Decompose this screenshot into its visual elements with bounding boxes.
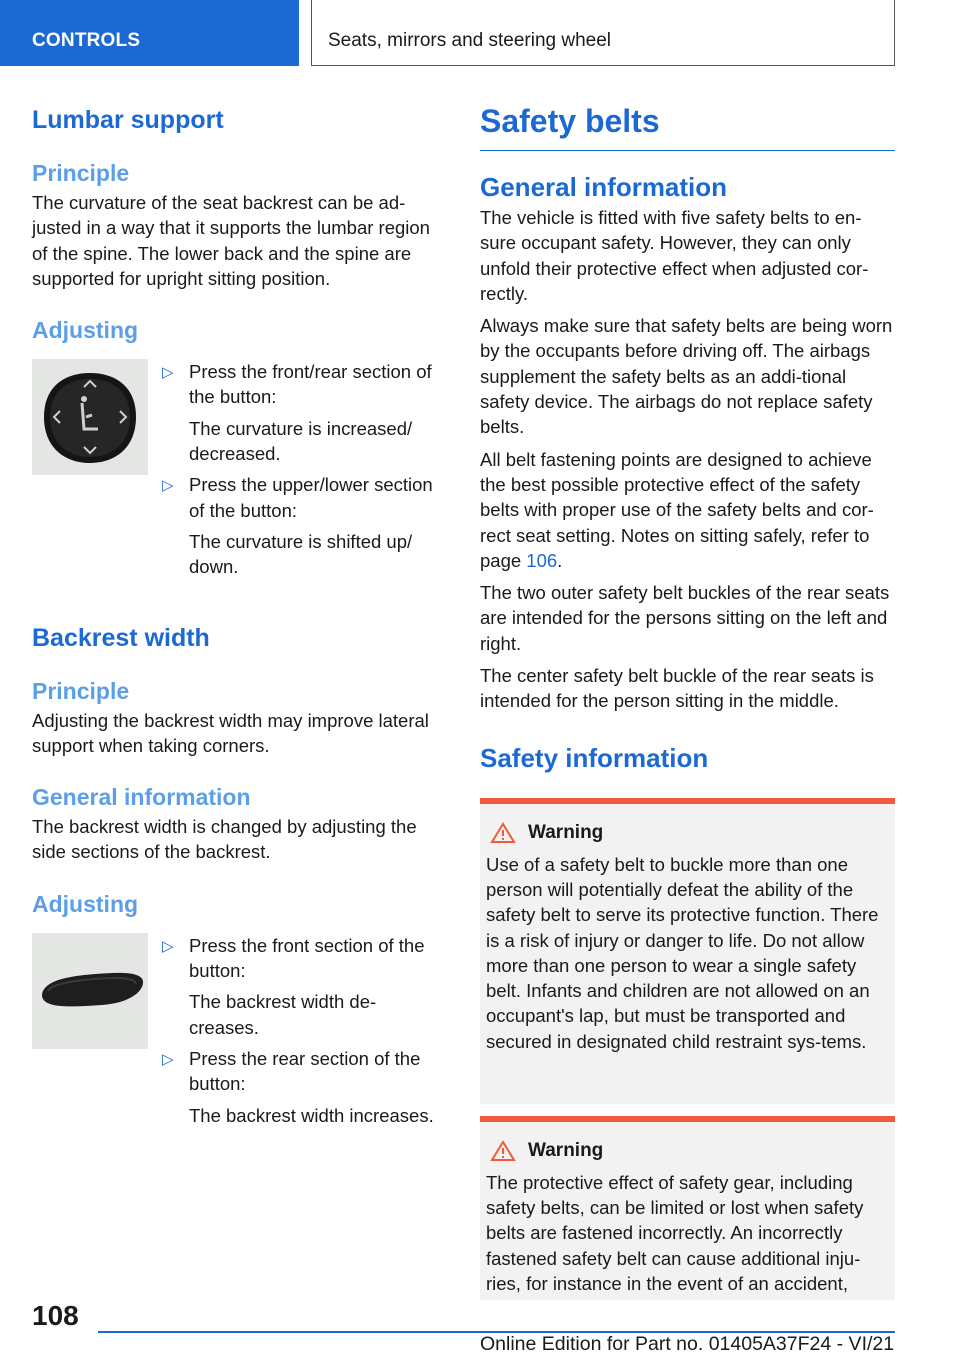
general-paragraph: The center safety belt buckle of the rear seats is intended for the person sitting in the middle. [480, 665, 874, 712]
step-result: The curvature is increased/ decreased. [189, 417, 413, 465]
safety-belts-title: Safety belts [480, 98, 895, 151]
chapter-label: Seats, mirrors and steering wheel [328, 30, 612, 51]
page-header [0, 0, 960, 66]
backrest-general-heading: General information [32, 784, 251, 811]
backrest-adjusting-heading: Adjusting [32, 890, 139, 917]
step-action: Press the rear section of the button: [189, 1047, 421, 1095]
chapter-tab [311, 0, 895, 66]
edition-label: Online Edition for Part no. 01405A37F24 - VI/21 [480, 1333, 895, 1355]
warning-text: The protective effect of safety gear, including safety belts, can be limited or lost when safety belts are fastened incorrectly. An incorrectly fastened safety belt can cause additional inju-ries, for instance in the event of an accident, [486, 1171, 864, 1294]
backrest-principle-text: Adjusting the backrest width may improve lateral support when taking corners. [32, 709, 429, 756]
lumbar-adjusting-heading: Adjusting [32, 317, 139, 344]
list-item [162, 1046, 444, 1134]
safety-info-heading: Safety information [480, 742, 709, 773]
warning-triangle-icon [490, 1140, 516, 1162]
right-column [480, 96, 895, 1300]
step-result: The curvature is shifted up/ down. [189, 530, 413, 578]
general-paragraph: The vehicle is fitted with five safety belts to en-sure occupant safety. However, they can only unfold their protective effect when adjusted cor-rectly. [480, 207, 869, 304]
general-paragraph: Always make sure that safety belts are being worn by the occupants before driving off. The airbags supplement the safety belts as an addi-tional safety device. The airbags do not replace safety belts. [480, 315, 893, 438]
warning-triangle-icon [490, 822, 516, 844]
triangle-bullet-icon: ▷ [162, 477, 174, 495]
backrest-width-button-image [32, 933, 148, 1049]
paragraph-text: . [557, 549, 563, 571]
triangle-bullet-icon: ▷ [162, 364, 174, 382]
triangle-bullet-icon: ▷ [162, 937, 174, 955]
seat-lumbar-button-image [32, 359, 148, 475]
warning-title: Warning [528, 821, 604, 843]
list-item [162, 933, 444, 1046]
general-paragraph: The two outer safety belt buckles of the rear seats are intended for the persons sitting on the left and right. [480, 582, 890, 654]
page-number: 108 [32, 1300, 79, 1331]
warning-box [480, 1116, 895, 1300]
general-info-heading: General information [480, 172, 728, 202]
lumbar-title: Lumbar support [32, 106, 224, 134]
warning-header [486, 822, 889, 844]
backrest-steps [162, 933, 444, 1134]
list-item [162, 359, 444, 472]
lumbar-principle-heading: Principle [32, 160, 130, 186]
section-tab [0, 0, 299, 66]
paragraph-text: All belt fastening points are designed to achieve the best possible protective effect of the safety belts with proper use of the safety belts and cor-rect seat setting. Notes on sitting safely, refer to page [480, 448, 874, 571]
backrest-general-text: The backrest width is changed by adjusting the side sections of the backrest. [32, 816, 417, 863]
step-result: The backrest width de-creases. [189, 991, 377, 1038]
lumbar-steps [162, 359, 444, 585]
step-action: Press the front/rear section of the button: [189, 361, 432, 408]
warning-header [486, 1140, 889, 1162]
page-reference-link[interactable]: 106 [526, 549, 558, 571]
left-column [32, 96, 444, 1134]
warning-text: Use of a safety belt to buckle more than one person will potentially defeat the ability of the safety belt to serve its protective function. There is a risk of injury or danger to life. Do not allow more than one person to wear a single safety belt. Infants and children are not allowed on an occupant's lap, but must be transported and secured in designated child restraint sys-tems. [486, 853, 879, 1052]
section-label: CONTROLS [32, 30, 141, 51]
lumbar-principle-text: The curvature of the seat backrest can be ad-justed in a way that it supports the lumbar region of the spine. The lower back and the spine are supported for upright sitting position. [32, 192, 430, 289]
step-action: Press the upper/lower section of the button: [189, 474, 433, 521]
lumbar-adjust-block [32, 359, 444, 585]
triangle-bullet-icon: ▷ [162, 1050, 174, 1068]
general-paragraph [480, 447, 895, 573]
step-action: Press the front section of the button: [189, 934, 425, 982]
backrest-title: Backrest width [32, 623, 210, 652]
warning-title: Warning [528, 1139, 604, 1161]
step-result: The backrest width increases. [189, 1104, 434, 1126]
backrest-principle-heading: Principle [32, 677, 130, 704]
warning-box [480, 798, 895, 1104]
backrest-adjust-block [32, 933, 444, 1134]
list-item [162, 472, 444, 585]
